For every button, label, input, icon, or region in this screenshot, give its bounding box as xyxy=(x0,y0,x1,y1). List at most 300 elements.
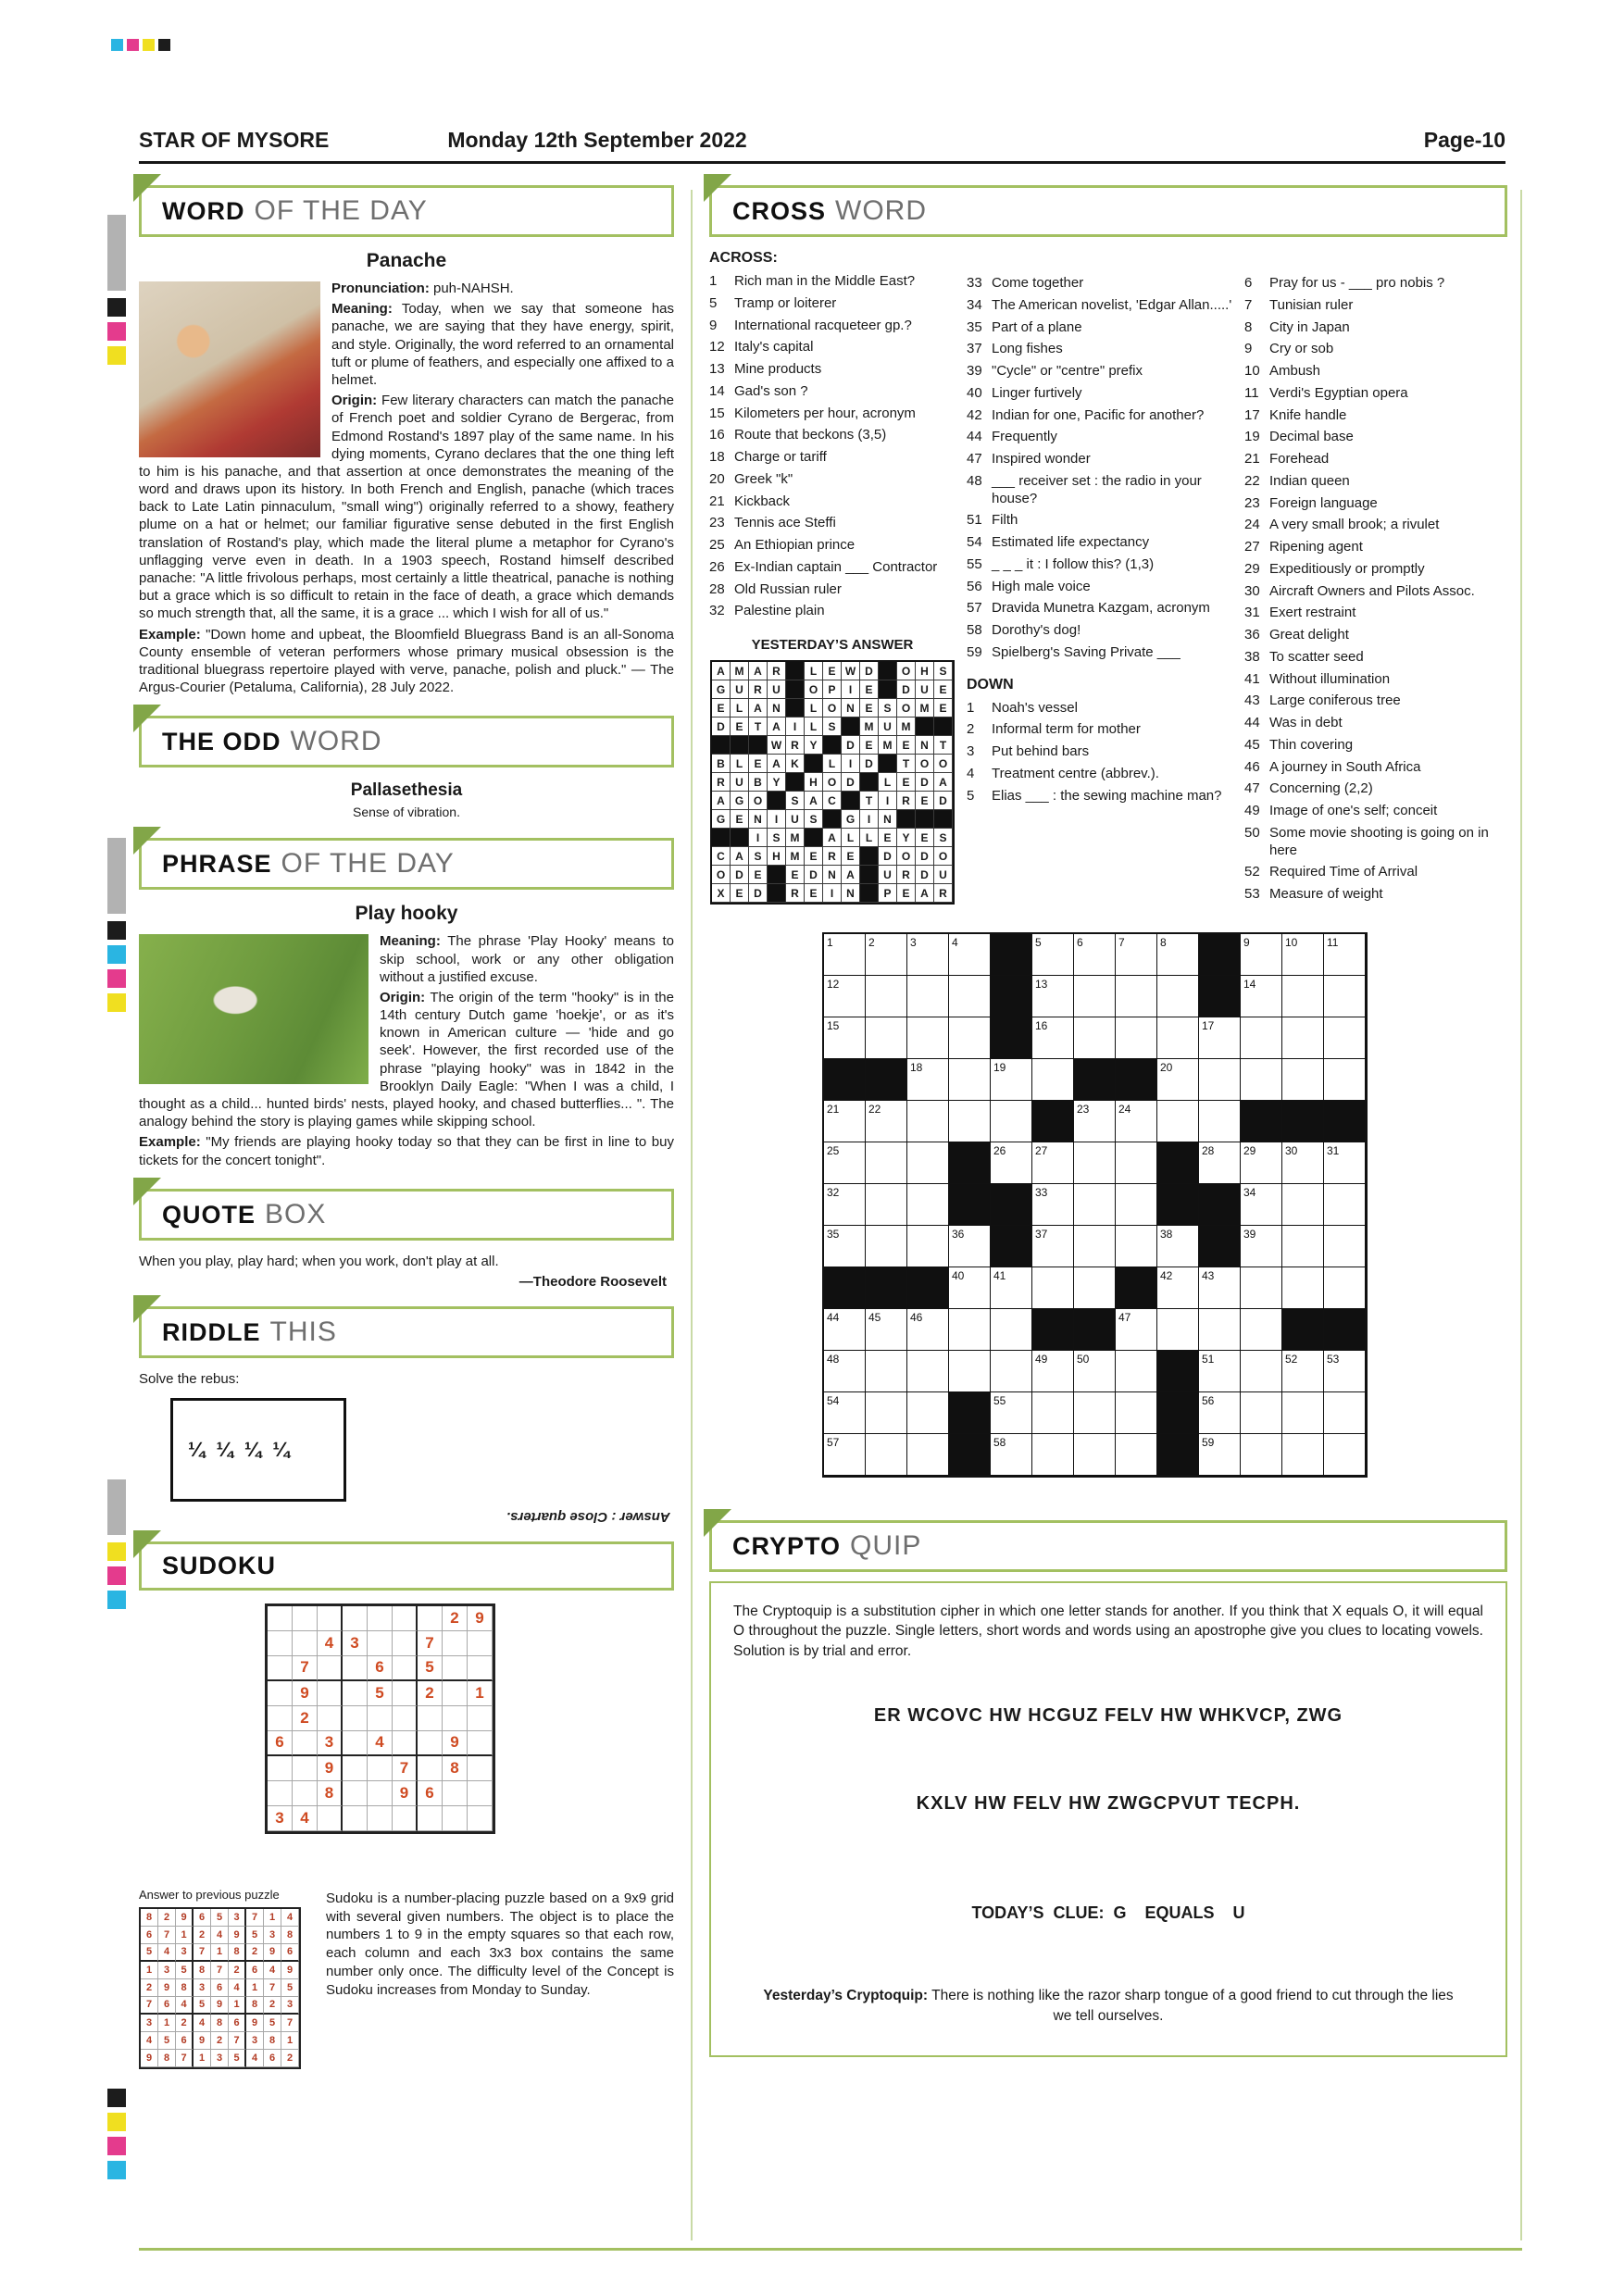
clue-number: 13 xyxy=(709,361,725,377)
crossword-cell[interactable] xyxy=(1032,1351,1074,1392)
print-registration-mark xyxy=(107,969,126,988)
clue-number: 14 xyxy=(709,382,725,399)
crossword-cell[interactable] xyxy=(949,1309,991,1351)
sudoku-empty-cell[interactable] xyxy=(443,1656,468,1681)
sudoku-empty-cell[interactable] xyxy=(268,1781,293,1806)
crossword-cell[interactable] xyxy=(1324,1017,1366,1059)
sudoku-answer-cell: 1 xyxy=(281,2032,299,2050)
crossword-cell[interactable] xyxy=(824,976,866,1017)
crossword-cell[interactable] xyxy=(824,1309,866,1351)
sudoku-empty-cell[interactable] xyxy=(343,1781,368,1806)
crossword-cell[interactable] xyxy=(907,1059,949,1101)
crossword-cell[interactable] xyxy=(1032,1184,1074,1226)
crossword-cell[interactable] xyxy=(1199,1434,1241,1476)
answer-letter-cell: D xyxy=(749,884,768,903)
crossword-cell[interactable] xyxy=(1116,976,1157,1017)
crossword-cell[interactable] xyxy=(1241,1309,1282,1351)
cryptoquip-instructions: The Cryptoquip is a substitution cipher in which one letter stands for another. If you think that X equals O, it will equal O throughout the puzzle. Single letters, short words and words using an apostrophe give you clues to locating vowels. Solution is by trial and error. xyxy=(733,1603,1483,1659)
crossword-cell[interactable] xyxy=(866,934,907,976)
answer-letter-cell: M xyxy=(897,718,916,736)
crossword-cell[interactable] xyxy=(824,1142,866,1184)
crossword-cell[interactable] xyxy=(866,976,907,1017)
sudoku-empty-cell[interactable] xyxy=(418,1706,443,1731)
crossword-cell[interactable] xyxy=(1282,1017,1324,1059)
clue-number: 31 xyxy=(1244,605,1260,621)
crossword-cell[interactable] xyxy=(824,1184,866,1226)
crossword-cell[interactable] xyxy=(1157,1309,1199,1351)
crossword-cell[interactable] xyxy=(991,1142,1032,1184)
sudoku-empty-cell[interactable] xyxy=(393,1806,418,1831)
sudoku-empty-cell[interactable] xyxy=(318,1681,343,1706)
crossword-cell[interactable] xyxy=(1074,976,1116,1017)
crossword-cell[interactable] xyxy=(1324,1059,1366,1101)
crossword-cell[interactable] xyxy=(1074,934,1116,976)
crossword-cell[interactable] xyxy=(824,1351,866,1392)
answer-letter-cell: E xyxy=(749,755,768,773)
crossword-cell[interactable] xyxy=(1074,1101,1116,1142)
sudoku-empty-cell[interactable] xyxy=(368,1631,393,1656)
clue-number: 6 xyxy=(1244,275,1253,291)
sudoku-answer-block xyxy=(139,1888,307,2069)
crossword-black-cell xyxy=(1157,1184,1199,1226)
crossword-cell[interactable] xyxy=(1157,1267,1199,1309)
crossword-cell[interactable] xyxy=(1157,1017,1199,1059)
sudoku-empty-cell[interactable] xyxy=(393,1631,418,1656)
sudoku-empty-cell[interactable] xyxy=(318,1806,343,1831)
sudoku-empty-cell[interactable] xyxy=(368,1756,393,1781)
crossword-cell[interactable] xyxy=(907,1434,949,1476)
crossword-cell[interactable] xyxy=(1074,1267,1116,1309)
sudoku-empty-cell[interactable] xyxy=(468,1656,493,1681)
crossword-black-cell xyxy=(1074,1309,1116,1351)
answer-letter-cell: M xyxy=(860,718,879,736)
crossword-cell[interactable] xyxy=(1116,1392,1157,1434)
sudoku-empty-cell[interactable] xyxy=(293,1781,318,1806)
column-divider xyxy=(691,190,693,2240)
crossword-cell[interactable] xyxy=(1241,1142,1282,1184)
crossword-cell[interactable] xyxy=(991,1392,1032,1434)
crossword-cell[interactable] xyxy=(1241,1059,1282,1101)
crossword-cell[interactable] xyxy=(1282,1351,1324,1392)
crossword-cell[interactable] xyxy=(1324,1351,1366,1392)
crossword-cell[interactable] xyxy=(1324,1142,1366,1184)
yesterday-answer-grid xyxy=(710,660,955,905)
crossword-cell[interactable] xyxy=(1324,1434,1366,1476)
answer-black-cell xyxy=(934,718,953,736)
print-registration-mark xyxy=(107,322,126,341)
clue-text: Italy's capital xyxy=(734,339,814,356)
down-clue-29 xyxy=(1244,561,1502,579)
sudoku-answer-cell: 3 xyxy=(176,1944,194,1962)
crossword-cell[interactable] xyxy=(1199,1059,1241,1101)
answer-letter-cell: E xyxy=(731,810,749,829)
crossword-cell[interactable] xyxy=(1032,934,1074,976)
sudoku-empty-cell[interactable] xyxy=(443,1706,468,1731)
crossword-cell[interactable] xyxy=(907,1226,949,1267)
sudoku-answer-cell: 9 xyxy=(158,1979,176,1997)
answer-letter-cell: E xyxy=(731,884,749,903)
sudoku-answer-cell: 2 xyxy=(176,2015,194,2032)
crossword-cell[interactable] xyxy=(1282,976,1324,1017)
clue-text: Charge or tariff xyxy=(734,449,827,465)
answer-letter-cell: O xyxy=(934,847,953,866)
crossword-cell[interactable] xyxy=(824,934,866,976)
section-header-sudoku xyxy=(139,1541,674,1591)
clue-number: 23 xyxy=(709,515,725,531)
sudoku-empty-cell[interactable] xyxy=(418,1731,443,1756)
crossword-cell[interactable] xyxy=(1032,1017,1074,1059)
crossword-cell[interactable] xyxy=(1199,1267,1241,1309)
sudoku-empty-cell[interactable] xyxy=(293,1756,318,1781)
crossword-cell[interactable] xyxy=(866,1434,907,1476)
crossword-cell[interactable] xyxy=(1324,934,1366,976)
answer-letter-cell: S xyxy=(786,792,805,810)
sudoku-empty-cell[interactable] xyxy=(268,1706,293,1731)
crossword-cell[interactable] xyxy=(1282,1434,1324,1476)
crossword-cell[interactable] xyxy=(1116,1101,1157,1142)
across-clue-21 xyxy=(709,493,956,511)
down-clue-30 xyxy=(1244,583,1502,601)
sudoku-empty-cell[interactable] xyxy=(343,1756,368,1781)
crossword-cell[interactable] xyxy=(866,1392,907,1434)
answer-letter-cell: S xyxy=(823,718,842,736)
crossword-black-cell xyxy=(949,1142,991,1184)
down-clue-47 xyxy=(1244,780,1502,798)
across-clue-56 xyxy=(967,579,1233,596)
clue-text: Elias ___ : the sewing machine man? xyxy=(992,787,1222,804)
crossword-cell[interactable] xyxy=(866,1142,907,1184)
sudoku-empty-cell[interactable] xyxy=(268,1631,293,1656)
crossword-cell[interactable] xyxy=(991,1351,1032,1392)
answer-black-cell xyxy=(860,884,879,903)
crossword-cell[interactable] xyxy=(907,1309,949,1351)
crossword-cell[interactable] xyxy=(907,976,949,1017)
sudoku-answer-cell: 9 xyxy=(176,1909,194,1927)
clue-number: 34 xyxy=(967,296,982,313)
cell-number: 35 xyxy=(827,1227,840,1241)
answer-letter-cell: M xyxy=(731,662,749,680)
sudoku-answer-cell: 8 xyxy=(264,2032,281,2050)
crossword-cell[interactable] xyxy=(1199,1351,1241,1392)
sudoku-empty-cell[interactable] xyxy=(343,1731,368,1756)
sudoku-empty-cell[interactable] xyxy=(393,1606,418,1631)
crossword-cell[interactable] xyxy=(1282,1392,1324,1434)
clue-number: 1 xyxy=(709,273,718,289)
across-clue-26 xyxy=(709,559,956,577)
down-clues-6-53 xyxy=(1244,275,1502,904)
clue-number: 58 xyxy=(967,622,982,638)
sudoku-empty-cell[interactable] xyxy=(468,1706,493,1731)
sudoku-empty-cell[interactable] xyxy=(293,1606,318,1631)
crossword-cell[interactable] xyxy=(949,976,991,1017)
sudoku-answer-cell: 1 xyxy=(229,1997,246,2015)
clue-text: Dorothy's dog! xyxy=(992,622,1081,638)
crossword-cell[interactable] xyxy=(1032,1267,1074,1309)
sudoku-empty-cell[interactable] xyxy=(418,1756,443,1781)
cell-number: 13 xyxy=(1035,977,1048,991)
crossword-cell[interactable] xyxy=(824,1226,866,1267)
crossword-cell[interactable] xyxy=(1074,1226,1116,1267)
clue-number: 2 xyxy=(967,721,975,738)
sudoku-empty-cell[interactable] xyxy=(368,1606,393,1631)
crossword-cell[interactable] xyxy=(866,1184,907,1226)
clue-number: 45 xyxy=(1244,736,1260,753)
crossword-cell[interactable] xyxy=(1157,1059,1199,1101)
sudoku-empty-cell[interactable] xyxy=(393,1706,418,1731)
sudoku-given-cell: 8 xyxy=(443,1756,468,1781)
sudoku-empty-cell[interactable] xyxy=(343,1806,368,1831)
fold-corner-icon xyxy=(133,1178,161,1205)
sudoku-empty-cell[interactable] xyxy=(318,1606,343,1631)
crossword-cell[interactable] xyxy=(907,1351,949,1392)
crossword-cell[interactable] xyxy=(1116,1226,1157,1267)
yesterdays-cryptoquip-text: There is nothing like the razor sharp tongue of a good friend to cut through the lies we tell ourselves. xyxy=(931,1987,1454,2025)
crossword-cell[interactable] xyxy=(949,1101,991,1142)
sudoku-empty-cell[interactable] xyxy=(368,1806,393,1831)
crossword-cell[interactable] xyxy=(1241,1434,1282,1476)
cell-number: 7 xyxy=(1118,935,1125,949)
answer-black-cell xyxy=(805,755,823,773)
sudoku-empty-cell[interactable] xyxy=(343,1706,368,1731)
clue-number: 30 xyxy=(1244,582,1260,599)
answer-letter-cell: E xyxy=(934,699,953,718)
clue-number: 23 xyxy=(1244,494,1260,511)
sudoku-empty-cell[interactable] xyxy=(443,1681,468,1706)
crossword-cell[interactable] xyxy=(1199,1101,1241,1142)
crossword-black-cell xyxy=(1199,934,1241,976)
across-clues-33-59 xyxy=(967,275,1233,662)
crossword-cell[interactable] xyxy=(1032,1059,1074,1101)
crossword-cell[interactable] xyxy=(907,1142,949,1184)
sudoku-empty-cell[interactable] xyxy=(418,1606,443,1631)
crossword-cell[interactable] xyxy=(907,1101,949,1142)
yesterday-answer-block xyxy=(709,637,956,905)
crossword-cell[interactable] xyxy=(1116,1017,1157,1059)
print-registration-mark xyxy=(107,1542,126,1561)
crossword-cell[interactable] xyxy=(1241,934,1282,976)
crossword-cell[interactable] xyxy=(1157,934,1199,976)
sudoku-empty-cell[interactable] xyxy=(368,1781,393,1806)
sudoku-empty-cell[interactable] xyxy=(318,1656,343,1681)
answer-letter-cell: D xyxy=(916,847,934,866)
crossword-cell[interactable] xyxy=(1241,1017,1282,1059)
section-title-light: OF THE DAY xyxy=(254,195,428,226)
crossword-cell[interactable] xyxy=(1157,1101,1199,1142)
sudoku-empty-cell[interactable] xyxy=(418,1806,443,1831)
sudoku-given-cell: 3 xyxy=(318,1731,343,1756)
crossword-cell[interactable] xyxy=(1074,1351,1116,1392)
masthead xyxy=(139,128,1505,164)
crossword-cell[interactable] xyxy=(1241,1226,1282,1267)
crossword-cell[interactable] xyxy=(991,1309,1032,1351)
sudoku-empty-cell[interactable] xyxy=(468,1781,493,1806)
sudoku-empty-cell[interactable] xyxy=(468,1756,493,1781)
crossword-cell[interactable] xyxy=(1116,1351,1157,1392)
sudoku-empty-cell[interactable] xyxy=(343,1681,368,1706)
crossword-cell[interactable] xyxy=(991,1267,1032,1309)
crossword-cell[interactable] xyxy=(866,1226,907,1267)
sudoku-empty-cell[interactable] xyxy=(393,1681,418,1706)
crossword-cell[interactable] xyxy=(1324,1392,1366,1434)
sudoku-given-cell: 6 xyxy=(418,1781,443,1806)
clue-text: Ex-Indian captain ___ Contractor xyxy=(734,558,938,575)
sudoku-empty-cell[interactable] xyxy=(268,1756,293,1781)
crossword-cell[interactable] xyxy=(1157,976,1199,1017)
crossword-cell[interactable] xyxy=(824,1434,866,1476)
cell-number: 2 xyxy=(868,935,875,949)
clue-text: Tunisian ruler xyxy=(1269,296,1354,313)
answer-letter-cell: S xyxy=(934,662,953,680)
crossword-cell[interactable] xyxy=(949,1017,991,1059)
answer-letter-cell: I xyxy=(842,755,860,773)
riddle-answer-row xyxy=(139,1509,674,1525)
clue-text: Image of one's self; conceit xyxy=(1269,803,1438,818)
answer-letter-cell: D xyxy=(897,680,916,699)
crossword-cell[interactable] xyxy=(1241,1267,1282,1309)
crossword-cell[interactable] xyxy=(1282,1059,1324,1101)
clue-number: 4 xyxy=(967,765,975,781)
spacer xyxy=(139,1525,674,1541)
crossword-cell[interactable] xyxy=(1116,1184,1157,1226)
crossword-cell[interactable] xyxy=(907,934,949,976)
sudoku-empty-cell[interactable] xyxy=(393,1731,418,1756)
left-column xyxy=(139,185,674,2069)
crossword-cell[interactable] xyxy=(866,1309,907,1351)
crossword-cell[interactable] xyxy=(866,1351,907,1392)
clue-number: 47 xyxy=(967,451,982,467)
crossword-black-cell xyxy=(866,1267,907,1309)
sudoku-empty-cell[interactable] xyxy=(268,1656,293,1681)
across-clue-9 xyxy=(709,318,956,335)
sudoku-answer-cell: 6 xyxy=(264,2050,281,2067)
crossword-cell[interactable] xyxy=(1074,1184,1116,1226)
cell-number: 43 xyxy=(1202,1268,1215,1282)
crossword-cell[interactable] xyxy=(991,1059,1032,1101)
sudoku-empty-cell[interactable] xyxy=(468,1631,493,1656)
crossword-cell[interactable] xyxy=(1074,1392,1116,1434)
sudoku-answer-cell: 3 xyxy=(211,2050,229,2067)
crossword-cell[interactable] xyxy=(1074,1017,1116,1059)
crossword-cell[interactable] xyxy=(907,1184,949,1226)
crossword-cell[interactable] xyxy=(991,1434,1032,1476)
fold-corner-icon xyxy=(133,827,161,855)
crossword-cell[interactable] xyxy=(1199,1392,1241,1434)
sudoku-empty-cell[interactable] xyxy=(268,1681,293,1706)
crossword-cell[interactable] xyxy=(1032,976,1074,1017)
crossword-cell[interactable] xyxy=(1199,1309,1241,1351)
answer-letter-cell: M xyxy=(916,699,934,718)
crossword-cell[interactable] xyxy=(1241,976,1282,1017)
crossword-cell[interactable] xyxy=(991,1101,1032,1142)
answer-letter-cell: E xyxy=(805,847,823,866)
crossword-cell[interactable] xyxy=(949,1059,991,1101)
print-registration-mark xyxy=(107,298,126,317)
crossword-cell[interactable] xyxy=(1116,1142,1157,1184)
crossword-cell[interactable] xyxy=(1074,1434,1116,1476)
cell-number: 20 xyxy=(1160,1060,1173,1074)
crossword-cell[interactable] xyxy=(1032,1226,1074,1267)
crossword-black-cell xyxy=(1282,1101,1324,1142)
sudoku-empty-cell[interactable] xyxy=(443,1806,468,1831)
down-clue-49 xyxy=(1244,803,1502,820)
clue-number: 29 xyxy=(1244,560,1260,577)
across-clue-54 xyxy=(967,534,1233,552)
cell-number: 11 xyxy=(1327,935,1339,949)
cell-number: 55 xyxy=(993,1393,1006,1407)
crossword-cell[interactable] xyxy=(866,1017,907,1059)
crossword-cell[interactable] xyxy=(1241,1351,1282,1392)
answer-black-cell xyxy=(823,810,842,829)
crossword-cell[interactable] xyxy=(949,934,991,976)
crossword-cell[interactable] xyxy=(907,1392,949,1434)
crossword-cell[interactable] xyxy=(1032,1142,1074,1184)
crossword-cell[interactable] xyxy=(1282,934,1324,976)
spacer xyxy=(139,1172,674,1189)
answer-letter-cell: O xyxy=(916,755,934,773)
sudoku-empty-cell[interactable] xyxy=(368,1706,393,1731)
sudoku-empty-cell[interactable] xyxy=(468,1731,493,1756)
crossword-cell[interactable] xyxy=(824,1101,866,1142)
crossword-cell[interactable] xyxy=(1282,1267,1324,1309)
crossword-cell[interactable] xyxy=(949,1226,991,1267)
crossword-cell[interactable] xyxy=(1324,1267,1366,1309)
sudoku-given-cell: 2 xyxy=(418,1681,443,1706)
crossword-cell[interactable] xyxy=(1282,1184,1324,1226)
crossword-cell[interactable] xyxy=(866,1101,907,1142)
crossword-cell[interactable] xyxy=(824,1392,866,1434)
sudoku-empty-cell[interactable] xyxy=(443,1781,468,1806)
sudoku-empty-cell[interactable] xyxy=(293,1631,318,1656)
sudoku-empty-cell[interactable] xyxy=(268,1606,293,1631)
crossword-cell[interactable] xyxy=(1032,1434,1074,1476)
crossword-black-cell xyxy=(991,934,1032,976)
sudoku-empty-cell[interactable] xyxy=(318,1706,343,1731)
sudoku-empty-cell[interactable] xyxy=(443,1631,468,1656)
crossword-cell[interactable] xyxy=(1116,1309,1157,1351)
answer-letter-cell: E xyxy=(731,718,749,736)
crossword-cell[interactable] xyxy=(949,1351,991,1392)
sudoku-empty-cell[interactable] xyxy=(393,1656,418,1681)
fold-corner-icon xyxy=(704,1509,731,1537)
crossword-cell[interactable] xyxy=(1074,1142,1116,1184)
origin-label: Origin: xyxy=(380,989,426,1005)
crossword-cell[interactable] xyxy=(907,1017,949,1059)
crossword-cell[interactable] xyxy=(1324,1184,1366,1226)
crossword-cell[interactable] xyxy=(1199,1142,1241,1184)
crossword-cell[interactable] xyxy=(1324,1226,1366,1267)
sudoku-answer-cell: 6 xyxy=(281,1944,299,1962)
crossword-cell[interactable] xyxy=(1032,1392,1074,1434)
crossword-cell[interactable] xyxy=(1116,934,1157,976)
sudoku-empty-cell[interactable] xyxy=(343,1606,368,1631)
crossword-cell[interactable] xyxy=(1241,1184,1282,1226)
crossword-cell[interactable] xyxy=(1282,1226,1324,1267)
crossword-cell[interactable] xyxy=(1241,1392,1282,1434)
crossword-black-cell xyxy=(824,1059,866,1101)
answer-black-cell xyxy=(879,680,897,699)
sudoku-empty-cell[interactable] xyxy=(343,1656,368,1681)
clue-number: 40 xyxy=(967,384,982,401)
crossword-cell[interactable] xyxy=(824,1017,866,1059)
sudoku-empty-cell[interactable] xyxy=(468,1806,493,1831)
crossword-cell[interactable] xyxy=(1324,976,1366,1017)
crossword-cell[interactable] xyxy=(1199,1017,1241,1059)
crossword-cell[interactable] xyxy=(1157,1226,1199,1267)
crossword-cell[interactable] xyxy=(1116,1434,1157,1476)
crossword-cell[interactable] xyxy=(1282,1142,1324,1184)
crossword-cell[interactable] xyxy=(949,1267,991,1309)
sudoku-empty-cell[interactable] xyxy=(293,1731,318,1756)
